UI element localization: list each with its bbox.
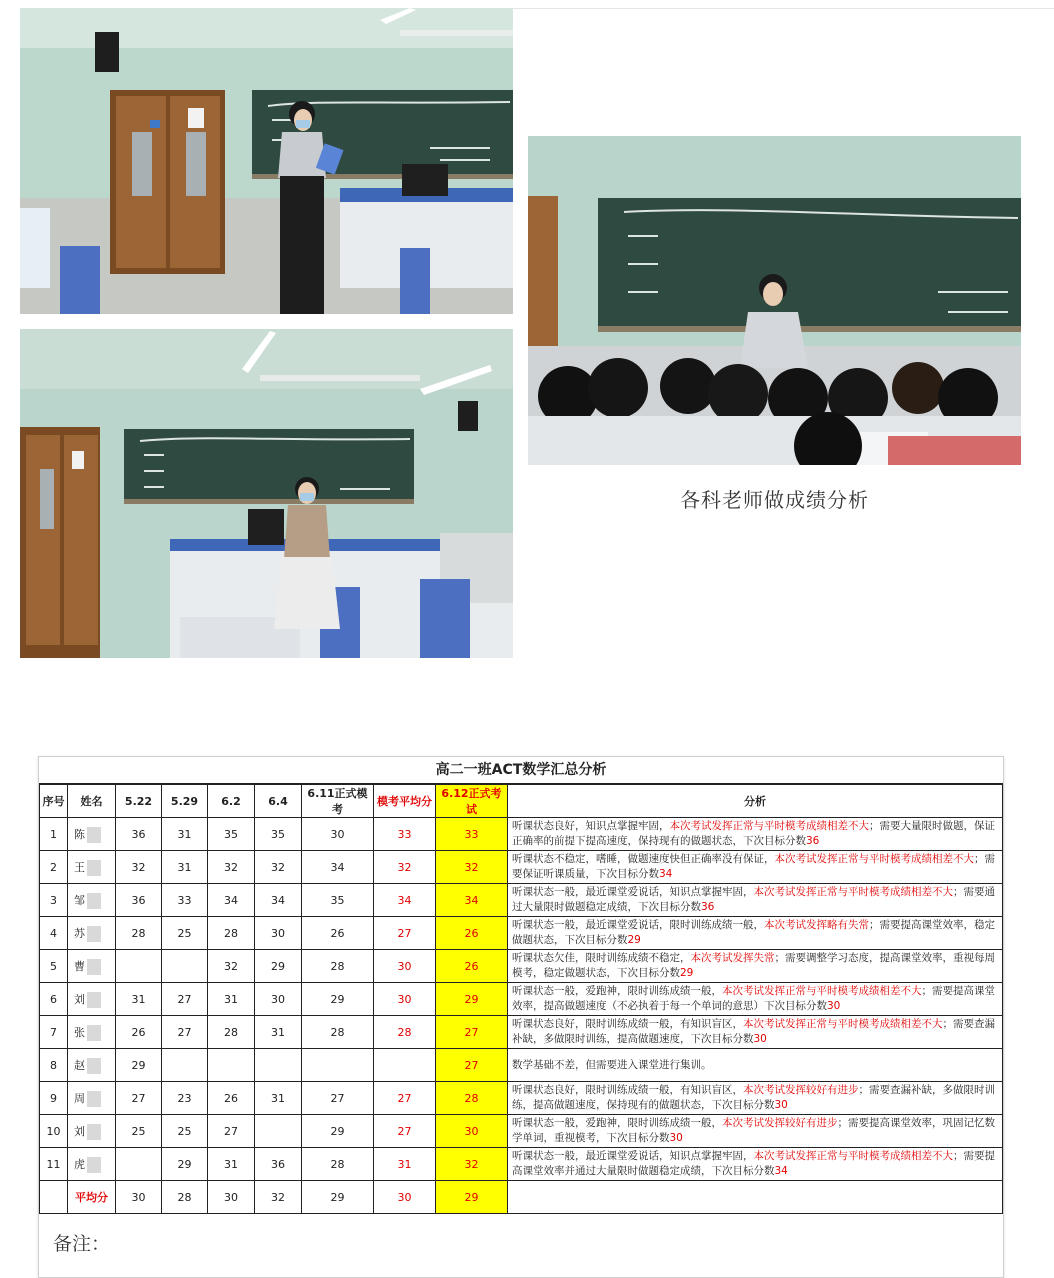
cell-name-text: 虎 <box>74 1157 85 1171</box>
cell-d3-text: 32 <box>224 959 238 973</box>
header-d5: 6.11正式模考 <box>302 785 374 818</box>
cell-avg-text: 27 <box>397 1091 412 1105</box>
cell-final <box>436 1049 508 1082</box>
cell-d2-text: 25 <box>177 926 192 940</box>
analysis-a1: 听课状态一般，最近课堂爱说话，知识点掌握牢固， <box>512 886 754 898</box>
cell-d5-text: 27 <box>330 1091 345 1105</box>
cell-name <box>68 1016 116 1049</box>
analysis-a1: 听课状态一般，爱跑神，限时训练成绩一般， <box>512 1117 722 1129</box>
cell-final <box>436 851 508 884</box>
cell-no-text: 4 <box>50 926 57 940</box>
cell-d2 <box>162 1148 208 1181</box>
cell-d4 <box>255 983 302 1016</box>
cell-no-text: 8 <box>50 1058 57 1072</box>
cell-d1 <box>116 1148 162 1181</box>
analysis-a3: ；需要提高课堂效率，稳定做题状态，下次目标分数 <box>512 919 995 946</box>
cell-no-text: 5 <box>50 959 57 973</box>
name-redaction <box>87 1025 101 1041</box>
cell-d5-text: 28 <box>330 1025 345 1039</box>
cell-d3-text: 26 <box>224 1091 238 1105</box>
avg-d2: 28 <box>162 1181 208 1214</box>
analysis-a2: 本次考试发挥正常与平时模考成绩相差不大 <box>774 853 974 865</box>
remark-label: 备注： <box>53 1233 111 1255</box>
avg-no <box>40 1181 68 1214</box>
analysis-a4: 30 <box>669 1132 683 1144</box>
analysis-a1: 听课状态良好，限时训练成绩一般，有知识盲区， <box>512 1018 743 1030</box>
cell-d3-text: 32 <box>224 860 238 874</box>
cell-d3-text: 27 <box>224 1124 238 1138</box>
cell-final-text: 27 <box>464 1025 479 1039</box>
cell-avg <box>374 950 436 983</box>
cell-final <box>436 950 508 983</box>
header-no: 序号 <box>40 785 68 818</box>
cell-d3-text: 31 <box>224 992 238 1006</box>
cell-d1-text: 29 <box>131 1058 146 1072</box>
header-d2: 5.29 <box>162 785 208 818</box>
cell-name <box>68 884 116 917</box>
table-row <box>40 851 1003 884</box>
cell-name <box>68 917 116 950</box>
cell-name <box>68 983 116 1016</box>
cell-avg-text: 30 <box>397 959 412 973</box>
cell-name-text: 苏 <box>74 926 85 940</box>
cell-d5 <box>302 1148 374 1181</box>
cell-avg-text: 27 <box>397 926 412 940</box>
cell-d3 <box>208 884 255 917</box>
analysis-a4: 30 <box>827 1000 841 1012</box>
cell-d4 <box>255 818 302 851</box>
header-name: 姓名 <box>68 785 116 818</box>
cell-d2 <box>162 818 208 851</box>
cell-d3 <box>208 1148 255 1181</box>
cell-name-text: 张 <box>74 1025 85 1039</box>
cell-final <box>436 983 508 1016</box>
analysis-a4: 34 <box>774 1165 788 1177</box>
cell-d3 <box>208 1082 255 1115</box>
cell-d3 <box>208 917 255 950</box>
avg-label: 平均分 <box>68 1181 116 1214</box>
cell-avg-text: 31 <box>397 1157 412 1171</box>
cell-d1 <box>116 818 162 851</box>
cell-d1-text: 32 <box>131 860 146 874</box>
sheet-title: 高二一班ACT数学汇总分析 <box>39 757 1003 784</box>
cell-d3 <box>208 818 255 851</box>
cell-d4 <box>255 851 302 884</box>
cell-avg-text: 33 <box>397 827 412 841</box>
cell-d4-text: 35 <box>271 827 285 841</box>
cell-avg <box>374 1148 436 1181</box>
cell-no-text: 1 <box>50 827 57 841</box>
analysis-a2: 本次考试发挥正常与平时模考成绩相差不大 <box>743 1018 943 1030</box>
cell-d5-text: 29 <box>330 1124 345 1138</box>
cell-d3 <box>208 1049 255 1082</box>
cell-name <box>68 950 116 983</box>
cell-final <box>436 1016 508 1049</box>
cell-d1 <box>116 983 162 1016</box>
cell-name-text: 陈 <box>74 827 85 841</box>
analysis-a2: 本次考试发挥正常与平时模考成绩相差不大 <box>753 1150 953 1162</box>
cell-avg-text: 34 <box>397 893 412 907</box>
cell-d4 <box>255 1049 302 1082</box>
cell-avg-text: 27 <box>397 1124 412 1138</box>
cell-final <box>436 1082 508 1115</box>
cell-analysis <box>508 1049 1003 1082</box>
cell-analysis <box>508 950 1003 983</box>
cell-avg <box>374 1115 436 1148</box>
score-sheet <box>38 756 1004 1278</box>
analysis-a2: 本次考试发挥正常与平时模考成绩相差不大 <box>722 985 922 997</box>
table-row <box>40 1148 1003 1181</box>
cell-d5 <box>302 818 374 851</box>
cell-d4-text: 31 <box>271 1025 285 1039</box>
cell-d5-text: 35 <box>330 893 345 907</box>
cell-final <box>436 1115 508 1148</box>
table-row <box>40 1016 1003 1049</box>
cell-avg <box>374 983 436 1016</box>
analysis-a3: ；需要通过大量限时做题稳定成绩，下次目标分数 <box>512 886 995 913</box>
analysis-a4: 34 <box>659 868 673 880</box>
cell-avg <box>374 1082 436 1115</box>
cell-d5 <box>302 1115 374 1148</box>
cell-final-text: 34 <box>464 893 479 907</box>
cell-avg <box>374 851 436 884</box>
analysis-a1: 数学基础不差，但需要进入课堂进行集训。 <box>512 1058 712 1071</box>
cell-d4-text: 32 <box>271 860 285 874</box>
cell-d4 <box>255 1148 302 1181</box>
cell-d4-text: 36 <box>271 1157 285 1171</box>
analysis-a2: 本次考试发挥正常与平时模考成绩相差不大 <box>669 820 869 832</box>
analysis-a1: 听课状态一般，最近课堂爱说话，限时训练成绩一般， <box>512 919 764 931</box>
avg-d5: 29 <box>302 1181 374 1214</box>
cell-d2 <box>162 1115 208 1148</box>
cell-d3 <box>208 1115 255 1148</box>
cell-d4 <box>255 950 302 983</box>
avg-final: 29 <box>436 1181 508 1214</box>
cell-d3-text: 28 <box>224 926 238 940</box>
cell-analysis <box>508 1016 1003 1049</box>
header-d4: 6.4 <box>255 785 302 818</box>
cell-d1 <box>116 1082 162 1115</box>
cell-final-text: 30 <box>464 1124 479 1138</box>
cell-d1-text: 36 <box>131 827 146 841</box>
cell-d5-text: 28 <box>330 1157 345 1171</box>
cell-d4 <box>255 1115 302 1148</box>
photo-students-listening <box>528 136 1021 465</box>
table-row <box>40 983 1003 1016</box>
cell-d2 <box>162 950 208 983</box>
analysis-a3: ；需要查漏补缺，多做限时训练，提高做题速度，下次目标分数 <box>512 1018 995 1045</box>
analysis-a2: 本次考试发挥较好有进步 <box>743 1084 859 1096</box>
cell-d5-text: 29 <box>330 992 345 1006</box>
cell-d1 <box>116 851 162 884</box>
cell-avg-text: 28 <box>397 1025 412 1039</box>
name-redaction <box>87 1091 101 1107</box>
cell-no <box>40 950 68 983</box>
cell-d4 <box>255 1082 302 1115</box>
table-row <box>40 884 1003 917</box>
average-row <box>40 1181 1003 1214</box>
cell-name-text: 王 <box>74 860 85 874</box>
cell-final <box>436 917 508 950</box>
cell-d4-text: 30 <box>271 992 285 1006</box>
cell-d5 <box>302 1049 374 1082</box>
score-table <box>39 784 1003 1214</box>
analysis-a2: 本次考试发挥略有失常 <box>764 919 869 931</box>
cell-final-text: 26 <box>464 926 479 940</box>
cell-final <box>436 1148 508 1181</box>
cell-d1-text: 36 <box>131 893 146 907</box>
avg-analysis <box>508 1181 1003 1214</box>
analysis-a1: 听课状态不稳定，嗜睡，做题速度快但正确率没有保证， <box>512 853 775 865</box>
cell-d2 <box>162 917 208 950</box>
cell-analysis <box>508 884 1003 917</box>
header-d3: 6.2 <box>208 785 255 818</box>
cell-avg <box>374 884 436 917</box>
cell-no-text: 6 <box>50 992 57 1006</box>
cell-analysis <box>508 1148 1003 1181</box>
table-header-row <box>40 785 1003 818</box>
analysis-a2: 本次考试发挥失常 <box>690 952 775 964</box>
analysis-a4: 29 <box>627 934 641 946</box>
avg-d3: 30 <box>208 1181 255 1214</box>
analysis-a4: 36 <box>806 835 820 847</box>
cell-d2-text: 23 <box>177 1091 192 1105</box>
cell-name <box>68 1082 116 1115</box>
cell-avg <box>374 1016 436 1049</box>
cell-d2-text: 27 <box>177 992 192 1006</box>
cell-final-text: 29 <box>464 992 479 1006</box>
cell-d1-text: 27 <box>131 1091 146 1105</box>
cell-no <box>40 983 68 1016</box>
header-analysis: 分析 <box>508 785 1003 818</box>
cell-d1 <box>116 950 162 983</box>
cell-d2 <box>162 884 208 917</box>
cell-no <box>40 1049 68 1082</box>
photo-caption: 各科老师做成绩分析 <box>680 488 869 512</box>
top-divider <box>513 8 1054 9</box>
cell-no <box>40 1148 68 1181</box>
cell-no <box>40 1115 68 1148</box>
cell-no-text: 2 <box>50 860 57 874</box>
cell-final-text: 27 <box>464 1058 479 1072</box>
analysis-a4: 29 <box>680 967 694 979</box>
cell-final-text: 32 <box>464 860 479 874</box>
photo-teacher-in-classroom <box>20 329 513 658</box>
cell-d5 <box>302 1082 374 1115</box>
cell-no <box>40 917 68 950</box>
cell-d4-text: 30 <box>271 926 285 940</box>
cell-d3 <box>208 950 255 983</box>
cell-d3 <box>208 983 255 1016</box>
cell-analysis <box>508 1115 1003 1148</box>
cell-d2-text: 31 <box>177 860 192 874</box>
cell-no <box>40 1016 68 1049</box>
avg-d1: 30 <box>116 1181 162 1214</box>
cell-d3 <box>208 1016 255 1049</box>
cell-avg-text: 32 <box>397 860 412 874</box>
cell-d2 <box>162 983 208 1016</box>
cell-d2-text: 29 <box>177 1157 192 1171</box>
cell-avg <box>374 917 436 950</box>
cell-no-text: 9 <box>50 1091 57 1105</box>
analysis-a3: ；需要查漏补缺，多做限时训练，提高做题速度，保持现有的做题状态，下次目标分数 <box>512 1084 995 1111</box>
cell-no <box>40 884 68 917</box>
cell-d1 <box>116 1016 162 1049</box>
cell-d1 <box>116 1115 162 1148</box>
cell-d2-text: 31 <box>177 827 192 841</box>
cell-d4 <box>255 884 302 917</box>
cell-d1 <box>116 884 162 917</box>
cell-final-text: 32 <box>464 1157 479 1171</box>
cell-name-text: 刘 <box>74 992 85 1006</box>
cell-name <box>68 1148 116 1181</box>
cell-name <box>68 851 116 884</box>
analysis-a4: 30 <box>753 1033 767 1045</box>
header-avg: 模考平均分 <box>374 785 436 818</box>
table-row <box>40 1049 1003 1082</box>
cell-analysis <box>508 983 1003 1016</box>
analysis-a2: 本次考试发挥正常与平时模考成绩相差不大 <box>753 886 953 898</box>
analysis-a3: ；需要调整学习态度，提高课堂效率，重视每周模考，稳定做题状态，下次目标分数 <box>512 952 995 979</box>
cell-name-text: 周 <box>74 1091 85 1105</box>
name-redaction <box>87 893 101 909</box>
analysis-a3: ；需要提高课堂效率并通过大量限时做题稳定成绩，下次目标分数 <box>512 1150 995 1177</box>
cell-final-text: 28 <box>464 1091 479 1105</box>
cell-no <box>40 818 68 851</box>
analysis-a1: 听课状态欠佳，限时训练成绩不稳定， <box>512 952 691 964</box>
cell-no <box>40 1082 68 1115</box>
name-redaction <box>87 827 101 843</box>
cell-d3 <box>208 851 255 884</box>
cell-final-text: 33 <box>464 827 479 841</box>
cell-no-text: 10 <box>46 1124 61 1138</box>
cell-no-text: 7 <box>50 1025 57 1039</box>
cell-no-text: 3 <box>50 893 57 907</box>
name-redaction <box>87 860 101 876</box>
avg-avg: 30 <box>374 1181 436 1214</box>
cell-avg <box>374 818 436 851</box>
photo-teacher-by-door <box>20 8 513 314</box>
name-redaction <box>87 992 101 1008</box>
cell-no <box>40 851 68 884</box>
cell-d2 <box>162 1016 208 1049</box>
header-final: 6.12正式考试 <box>436 785 508 818</box>
cell-d5-text: 26 <box>330 926 345 940</box>
header-d1: 5.22 <box>116 785 162 818</box>
name-redaction <box>87 1058 101 1074</box>
cell-analysis <box>508 851 1003 884</box>
cell-d3-text: 34 <box>224 893 238 907</box>
analysis-a1: 听课状态一般，最近课堂爱说话，知识点掌握牢固， <box>512 1150 754 1162</box>
cell-final <box>436 884 508 917</box>
cell-name-text: 赵 <box>74 1058 85 1072</box>
analysis-a3: ；需要保证听课质量，下次目标分数 <box>512 853 995 880</box>
table-row <box>40 818 1003 851</box>
cell-d5 <box>302 917 374 950</box>
avg-d4: 32 <box>255 1181 302 1214</box>
cell-name-text: 邹 <box>74 893 85 907</box>
cell-d1-text: 28 <box>131 926 146 940</box>
name-redaction <box>87 1124 101 1140</box>
cell-d4 <box>255 1016 302 1049</box>
cell-analysis <box>508 818 1003 851</box>
table-row <box>40 950 1003 983</box>
analysis-a4: 36 <box>701 901 715 913</box>
cell-d3-text: 35 <box>224 827 238 841</box>
analysis-a1: 听课状态一般，爱跑神，限时训练成绩一般， <box>512 985 722 997</box>
cell-d4-text: 34 <box>271 893 285 907</box>
cell-d5 <box>302 884 374 917</box>
cell-name-text: 刘 <box>74 1124 85 1138</box>
cell-name <box>68 1115 116 1148</box>
cell-d5-text: 28 <box>330 959 345 973</box>
analysis-a2: 本次考试发挥较好有进步 <box>722 1117 838 1129</box>
analysis-a3: ；需要提高课堂效率，巩固记忆数学单词，重视模考，下次目标分数 <box>512 1117 995 1144</box>
analysis-a1: 听课状态良好，知识点掌握牢固， <box>512 820 670 832</box>
cell-d2 <box>162 1082 208 1115</box>
analysis-a3: ；需要大量限时做题，保证正确率的前提下提高速度，保持现有的做题状态，下次目标分数 <box>512 820 995 847</box>
cell-d5 <box>302 983 374 1016</box>
cell-d3-text: 31 <box>224 1157 238 1171</box>
cell-d5 <box>302 851 374 884</box>
analysis-a3: ；需要提高课堂效率，提高做题速度（不必执着于每一个单词的意思）下次目标分数 <box>512 985 995 1012</box>
cell-d2-text: 33 <box>177 893 192 907</box>
name-redaction <box>87 926 101 942</box>
cell-name <box>68 818 116 851</box>
cell-analysis <box>508 917 1003 950</box>
cell-d5 <box>302 1016 374 1049</box>
name-redaction <box>87 1157 101 1173</box>
cell-avg-text: 30 <box>397 992 412 1006</box>
cell-d4-text: 29 <box>271 959 285 973</box>
cell-name <box>68 1049 116 1082</box>
table-row <box>40 1115 1003 1148</box>
cell-d2 <box>162 1049 208 1082</box>
cell-d1 <box>116 917 162 950</box>
cell-d5-text: 34 <box>330 860 345 874</box>
cell-d1-text: 25 <box>131 1124 146 1138</box>
cell-d1 <box>116 1049 162 1082</box>
cell-d4-text: 31 <box>271 1091 285 1105</box>
cell-avg <box>374 1049 436 1082</box>
cell-d2 <box>162 851 208 884</box>
cell-d4 <box>255 917 302 950</box>
table-row <box>40 1082 1003 1115</box>
cell-d1-text: 31 <box>131 992 146 1006</box>
cell-d1-text: 26 <box>131 1025 146 1039</box>
name-redaction <box>87 959 101 975</box>
cell-d5 <box>302 950 374 983</box>
cell-analysis <box>508 1082 1003 1115</box>
cell-d2-text: 25 <box>177 1124 192 1138</box>
cell-final-text: 26 <box>464 959 479 973</box>
cell-name-text: 曹 <box>74 959 85 973</box>
analysis-a1: 听课状态良好，限时训练成绩一般，有知识盲区， <box>512 1084 743 1096</box>
analysis-a4: 30 <box>774 1099 788 1111</box>
cell-d3-text: 28 <box>224 1025 238 1039</box>
cell-d2-text: 27 <box>177 1025 192 1039</box>
cell-no-text: 11 <box>46 1157 61 1171</box>
table-row <box>40 917 1003 950</box>
cell-final <box>436 818 508 851</box>
cell-d5-text: 30 <box>330 827 345 841</box>
